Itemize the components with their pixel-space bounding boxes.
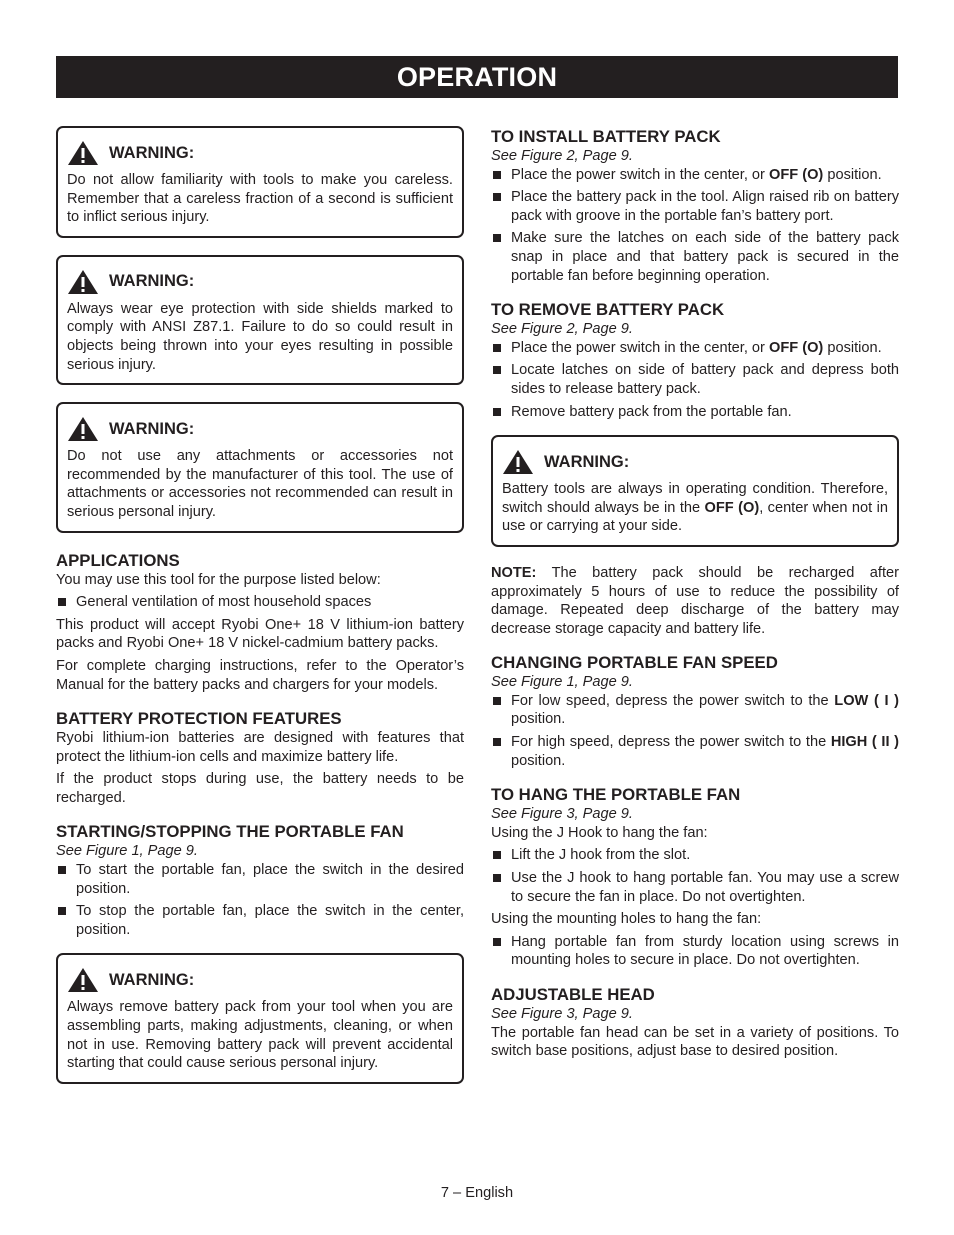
note-label: NOTE: <box>491 564 537 581</box>
warning-title: WARNING: <box>109 143 195 162</box>
adjustable-head-section <box>491 984 899 1061</box>
list-item: Remove battery pack from the portable fan. <box>491 403 899 422</box>
warning-title: WARNING: <box>109 971 195 990</box>
figure-reference: See Figure 2, Page 9. <box>491 148 633 164</box>
warning-box-operating-condition <box>491 435 899 547</box>
warning-box-familiarity <box>56 126 464 238</box>
warning-text: Battery tools are always in operating condition. Therefore, switch should always be in the OFF (O), center when not in use or carrying at your side. <box>502 481 888 535</box>
figure-reference: See Figure 2, Page 9. <box>491 321 633 338</box>
battery-protection-section <box>56 708 464 807</box>
figure-reference: See Figure 3, Page 9. <box>491 1006 633 1022</box>
list-item: Lift the J hook from the slot. <box>491 846 899 865</box>
section-heading: ADJUSTABLE HEAD <box>491 985 655 1004</box>
warning-triangle-icon <box>67 416 99 442</box>
remove-battery-section <box>491 299 899 421</box>
fan-speed-section <box>491 652 899 770</box>
warning-triangle-icon <box>67 967 99 993</box>
paragraph: Using the J Hook to hang the fan: <box>491 824 708 841</box>
section-heading: TO REMOVE BATTERY PACK <box>491 300 725 320</box>
warning-triangle-icon <box>502 449 534 475</box>
list-item: To start the portable fan, place the switch in the desired position. <box>56 861 464 898</box>
warning-title: WARNING: <box>109 419 195 438</box>
warning-title: WARNING: <box>109 272 195 291</box>
paragraph: If the product stops during use, the battery needs to be recharged. <box>56 771 464 806</box>
warning-text: Always wear eye protection with side shields marked to comply with ANSI Z87.1. Failure to do so could result in objects being thrown into your eyes resulting in possible serious injury. <box>67 300 453 373</box>
list-item: Place the battery pack in the tool. Align raised rib on battery pack with groove in the portable fan’s battery port. <box>491 188 899 225</box>
list-item: To stop the portable fan, place the switch in the center, position. <box>56 902 464 939</box>
install-battery-section <box>491 126 899 285</box>
note-paragraph <box>491 564 899 638</box>
paragraph: For complete charging instructions, refer to the Operator’s Manual for the battery packs and chargers for your models. <box>56 657 464 693</box>
warning-text: Always remove battery pack from your tool when you are assembling parts, making adjustments, cleaning, or when not in use. Removing battery pack will prevent accidental starting that could cause serious personal injury. <box>67 999 453 1072</box>
figure-reference: See Figure 3, Page 9. <box>491 806 633 823</box>
left-column <box>56 126 464 1101</box>
applications-section <box>56 550 464 695</box>
list-item: Use the J hook to hang portable fan. You may use a screw to secure the fan in place. Do not overtighten. <box>491 869 899 906</box>
warning-box-attachments <box>56 402 464 532</box>
hang-fan-section <box>491 784 899 970</box>
warning-box-remove-battery <box>56 953 464 1083</box>
section-heading: APPLICATIONS <box>56 550 180 570</box>
list-item: Place the power switch in the center, or OFF (O) position. <box>491 339 899 358</box>
figure-reference: See Figure 1, Page 9. <box>56 843 198 860</box>
paragraph: Using the mounting holes to hang the fan: <box>491 911 762 928</box>
paragraph: Ryobi lithium-ion batteries are designed with features that protect the lithium-ion cells and maximize battery life. <box>56 730 464 765</box>
page-footer: 7 – English <box>440 1185 514 1201</box>
section-heading: TO HANG THE PORTABLE FAN <box>491 785 741 805</box>
paragraph: This product will accept Ryobi One+ 18 V lithium-ion battery packs and Ryobi One+ 18 V nickel-cadmium battery packs. <box>56 616 464 652</box>
section-heading: CHANGING PORTABLE FAN SPEED <box>491 653 778 673</box>
warning-box-eye-protection <box>56 255 464 385</box>
note-text: The battery pack should be recharged after approximately 5 hours of use to reduce the possibility of damage. Repeated deep discharge of the battery may decrease storage capacity and battery life. <box>491 564 899 637</box>
list-item: For high speed, depress the power switch to the HIGH ( II ) position. <box>491 733 899 770</box>
section-heading: TO INSTALL BATTERY PACK <box>491 127 721 146</box>
warning-text: Do not use any attachments or accessories not recommended by the manufacturer of this tool. The use of attachments or accessories not recommended can result in serious personal injury. <box>67 448 453 520</box>
section-heading: STARTING/STOPPING THE PORTABLE FAN <box>56 822 404 842</box>
list-item: General ventilation of most household spaces <box>56 593 464 612</box>
paragraph: The portable fan head can be set in a variety of positions. To switch base positions, adjust base to desired position. <box>491 1024 899 1060</box>
right-column <box>491 126 899 1075</box>
warning-text: Do not allow familiarity with tools to make you careless. Remember that a careless fraction of a second is sufficient to inflict serious injury. <box>67 172 453 226</box>
warning-title: WARNING: <box>544 452 630 471</box>
section-heading: BATTERY PROTECTION FEATURES <box>56 709 342 729</box>
warning-triangle-icon <box>67 140 99 166</box>
warning-triangle-icon <box>67 269 99 295</box>
paragraph: You may use this tool for the purpose listed below: <box>56 571 381 588</box>
list-item: Place the power switch in the center, or OFF (O) position. <box>491 166 899 185</box>
list-item: Make sure the latches on each side of the battery pack snap in place and that battery pack is secured in the portable fan before beginning operation. <box>491 229 899 285</box>
figure-reference: See Figure 1, Page 9. <box>491 674 633 691</box>
list-item: Hang portable fan from sturdy location using screws in mounting holes to secure in place. Do not overtighten. <box>491 933 899 970</box>
list-item: For low speed, depress the power switch to the LOW ( I ) position. <box>491 692 899 729</box>
starting-stopping-section <box>56 821 464 939</box>
section-banner: OPERATION <box>56 56 898 98</box>
list-item: Locate latches on side of battery pack and depress both sides to release battery pack. <box>491 361 899 398</box>
